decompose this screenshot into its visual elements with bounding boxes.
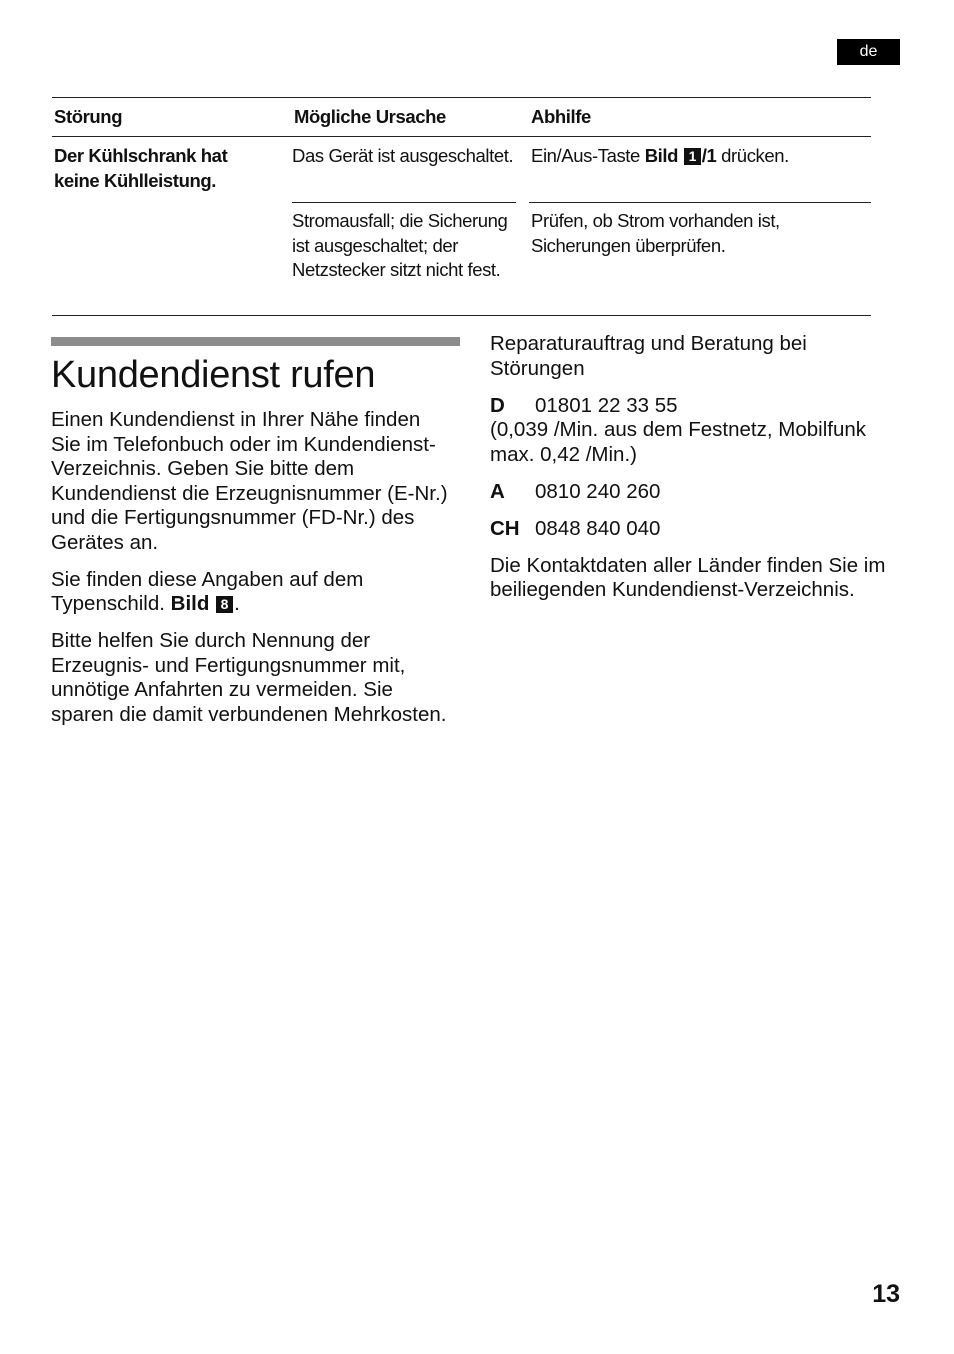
phone-number: 0810 240 260 [535,479,661,503]
service-paragraph-2: Bitte helfen Sie durch Nennung der Erzeugnis- und Fertigungsnummer mit, unnötige Anfahrten zu vermeiden. Sie sparen die damit verbundenen Mehrkosten. [51,629,447,726]
table-cause-1: Das Gerät ist ausgeschaltet. [292,145,514,166]
table-remedy-1 [531,144,871,169]
phone-entry-de [490,394,900,419]
table-cause-2: Stromausfall; die Sicherung ist ausgeschaltet; der Netzstecker sitzt nicht fest. [292,210,508,280]
figure-number-badge: 8 [216,596,233,613]
country-code: A [490,479,505,503]
row-divider-cause [292,202,516,203]
typeplate-figure-word: Bild [170,592,210,615]
table-top-rule [52,97,871,98]
country-code: D [490,393,505,417]
table-bottom-rule [52,315,871,316]
row-divider-remedy [529,202,871,203]
remedy-text-end: drücken. [716,145,789,166]
remedy-figure-word: Bild [644,145,679,166]
table-problem-text: Der Kühlschrank hat keine Kühlleistung. [54,145,228,191]
language-badge: de [837,39,900,65]
service-paragraph-1: Einen Kundendienst in Ihrer Nähe finden Sie im Telefonbuch oder im Kundendienst-Verzeichnis. Geben Sie bitte dem Kundendienst die Erzeugnisnummer (E-Nr.) und die Fertigungsnummer (FD-Nr.) des Gerätes an. [51,408,448,554]
typeplate-period: . [234,592,240,615]
typeplate-paragraph [51,568,453,617]
phone-number: 0848 840 040 [535,516,661,540]
table-header-cause: Mögliche Ursache [294,106,446,127]
phone-number: 01801 22 33 55 [535,393,678,417]
right-column [490,332,900,615]
remedy-text: Ein/Aus-Taste [531,145,645,166]
table-header-remedy: Abhilfe [531,106,591,127]
table-header-rule [52,136,871,137]
section-heading-bar [51,337,460,346]
left-column [51,408,453,740]
section-title: Kundendienst rufen [51,354,376,396]
remedy-figure-ref: /1 [701,145,717,166]
contact-outro: Die Kontaktdaten aller Länder finden Sie im beiliegenden Kundendienst-Verzeichnis. [490,553,886,601]
table-header-problem: Störung [54,106,123,127]
phone-entry-at [490,480,900,505]
typeplate-text: Sie finden diese Angaben auf dem Typenschild. [51,567,364,615]
phone-entry-ch [490,517,900,542]
country-code: CH [490,516,520,540]
figure-number-badge: 1 [684,148,701,165]
contact-intro: Reparaturauftrag und Beratung bei Störungen [490,332,807,380]
table-remedy-2: Prüfen, ob Strom vorhanden ist, Sicherungen überprüfen. [531,210,780,256]
phone-tariff-note: (0,039 /Min. aus dem Festnetz, Mobilfunk max. 0,42 /Min.) [490,418,867,466]
page-number: 13 [872,1280,900,1308]
